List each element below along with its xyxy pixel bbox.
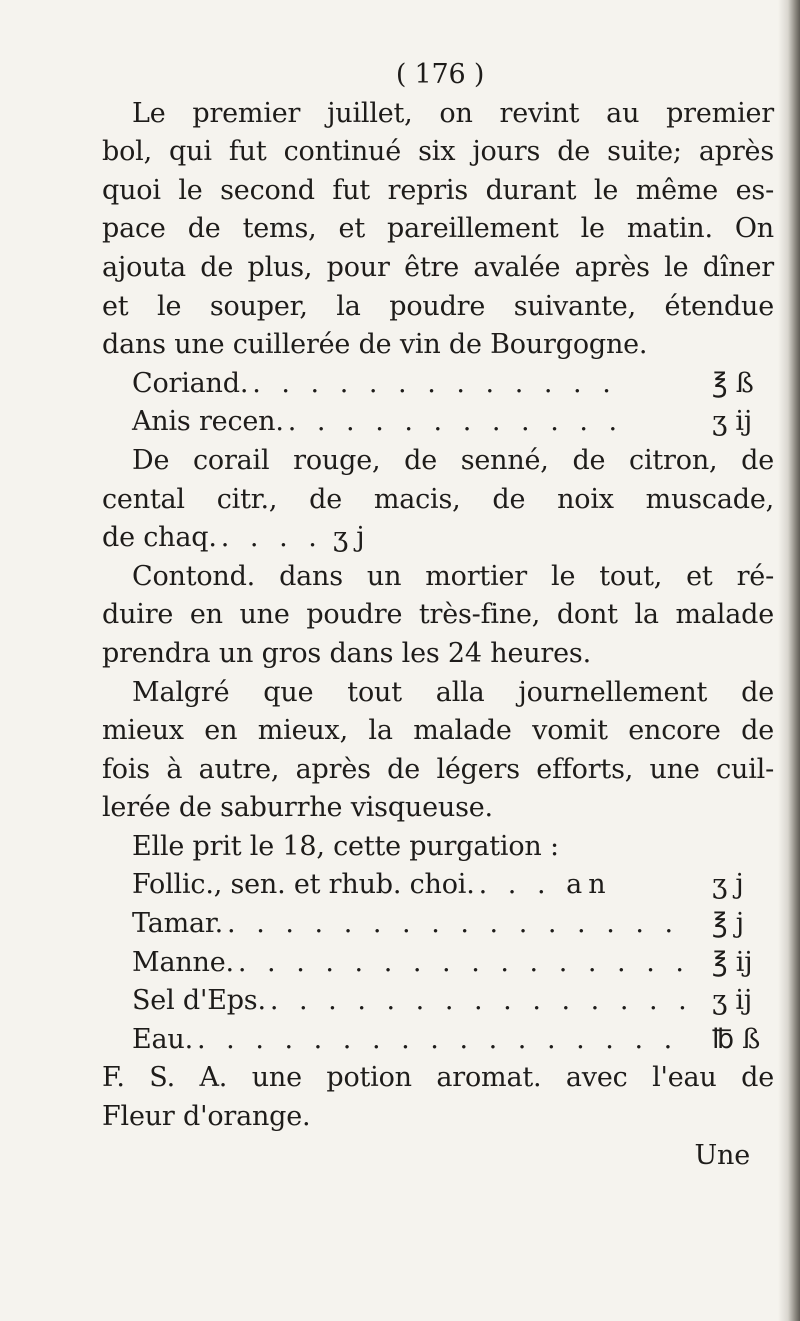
ingredient-name: Manne. [132,946,234,978]
recipe-row [102,403,774,442]
text-line: cental citr., de macis, de noix muscade, [102,483,774,515]
text-line: ajouta de plus, pour être avalée après le dîner [102,251,774,283]
text-line: et le souper, la poudre suivante, étendue [102,290,774,322]
ingredient-name: Tamar. [132,908,224,940]
leader-dots: . . . . . . . . . . . . [287,406,624,438]
text-line: quoi le second fut repris durant le même es- [102,174,774,206]
recipe-row [102,365,774,404]
text-line: Malgré que tout alla journellement de [132,676,774,708]
text-line: bol, qui fut continué six jours de suite; après [102,136,774,168]
recipe-row [102,866,774,905]
ingredient-dose: ʒ j [332,522,365,554]
text-line: dans une cuillerée de vin de Bourgogne. [102,329,648,361]
text-line: duire en une poudre très-fine, dont la malade [102,599,774,631]
text-line: pace de tems, et pareillement le matin. On [102,213,774,245]
text-line: fois à autre, après de légers efforts, une cuil- [102,753,774,785]
ingredient-name: de chaq. [102,522,217,554]
leader-dots: . . . . . . . . . . . . . . . [269,985,693,1017]
ingredient-name: Eau. [132,1023,193,1055]
page-number-header: ( 176 ) [395,59,485,90]
ingredient-dose: ʒ j [712,869,744,901]
recipe-row [102,905,774,944]
page-edge-shadow [778,0,800,1321]
ingredient-dose: ℥ ß [712,367,754,399]
text-line: Le premier juillet, on revint au premier [132,97,774,129]
text-line: lerée de saburrhe visqueuse. [102,792,493,824]
recipe-row [102,519,774,558]
leader-dots: . . . . . . . . . . . . . . . . [237,946,690,978]
ingredient-dose: ʒ ij [712,406,753,438]
text-line: F. S. A. une potion aromat. avec l'eau de [102,1062,774,1094]
text-line: Fleur d'orange. [102,1101,311,1133]
leader-dots: . . . . . . . . . . . . . [252,367,617,399]
text-line: Contond. dans un mortier le tout, et ré- [132,560,774,592]
recipe-row [102,982,774,1021]
ingredient-name: Follic., sen. et rhub. choi. [132,869,475,901]
text-line: De corail rouge, de senné, de citron, de [132,444,774,476]
leader-dots: . . . . . . . . . . . . . . . . . [196,1023,679,1055]
leader-dots: . . . an [478,869,612,901]
book-page [102,56,774,1175]
recipe-row [102,944,774,983]
ingredient-name: Coriand. [132,367,249,399]
ingredient-dose: ℥ j [712,908,744,940]
leader-dots: . . . . [220,522,323,554]
text-line: prendra un gros dans les 24 heures. [102,637,591,669]
text-line: mieux en mieux, la malade vomit encore de [102,715,774,747]
ingredient-dose: ℥ ij [712,946,753,978]
ingredient-dose: ʒ ij [712,985,753,1017]
recipe-row [102,1021,774,1060]
ingredient-name: Anis recen. [132,406,284,438]
ingredient-dose: ℔ ß [712,1023,761,1055]
ingredient-name: Sel d'Eps. [132,985,266,1017]
catchword: Une [694,1139,750,1171]
leader-dots: . . . . . . . . . . . . . . . . [227,908,680,940]
text-line: Elle prit le 18, cette purgation : [132,830,559,862]
